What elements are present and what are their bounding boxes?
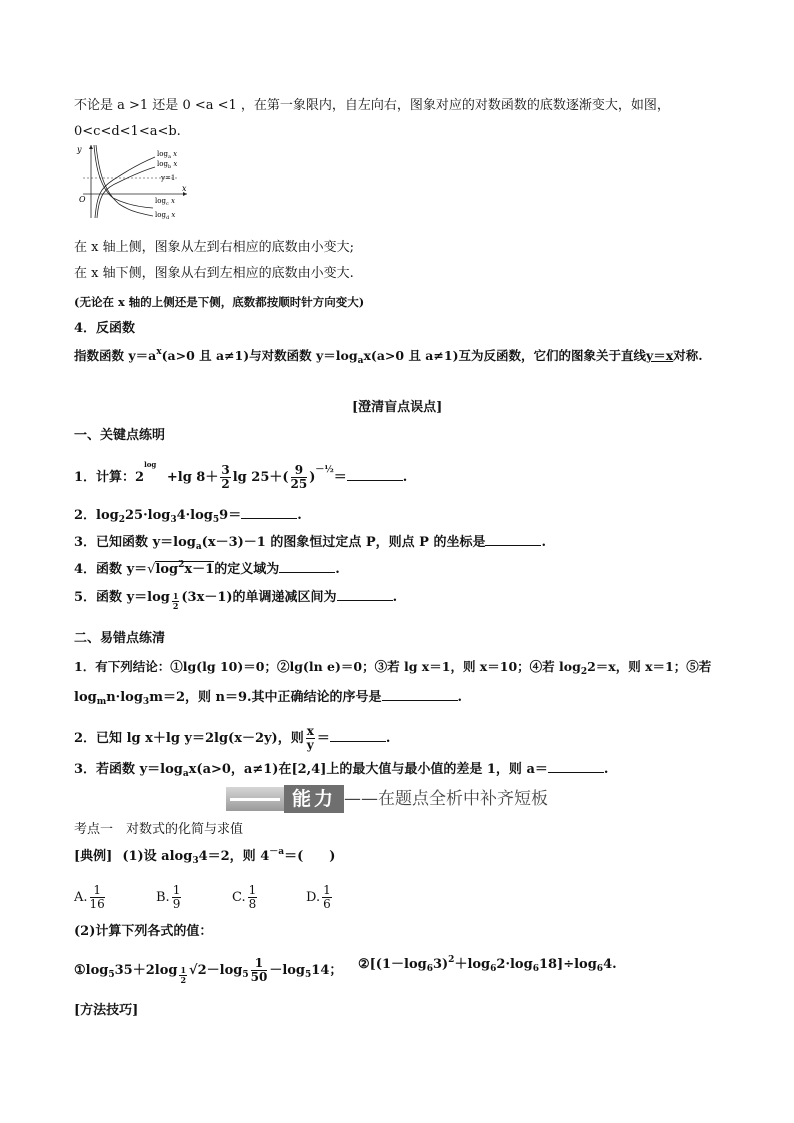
label-y-equals-1: y=1	[161, 174, 176, 182]
intro-line-1: 不论是 a >1 还是 0 <a <1 ，在第一象限内，自左向右，图象对应的对数函数的底数逐渐变大，如图，	[74, 98, 670, 113]
ability-banner	[226, 785, 566, 813]
part1-q3: 3．已知函数 $y=\log_a(x-3)-1$ 的图象恒过定点 P，则点 P 的坐标是 .	[74, 535, 547, 552]
topic-heading: 考点一 对数式的化简与求值	[74, 822, 244, 837]
part2-q1-line2: $\log_mn\cdot\log_3m=2$，则 n＝9.其中正确结论的序号是 .	[74, 690, 463, 707]
part2-q1-line1: 1．有下列结论：①lg(lg 10)＝0；②lg(ln e)＝0；③若 lg x＝1，则 x＝10；④若 $\log_22=x$，则 x＝1；⑤若	[74, 659, 712, 677]
label-log-a: $\log_a x$	[157, 150, 178, 160]
example-q2: (2)计算下列各式的值：	[74, 924, 213, 939]
log-graph-figure	[73, 142, 191, 220]
part2-q3: 3．若函数 $y=\log_ax(a>0$，a≠1)在[2,4]上的最大值与最小值的差是 1，则 a＝ .	[74, 762, 609, 779]
example-options	[74, 876, 374, 912]
note-above-axis: 在 x 轴上侧，图象从左到右相应的底数由小变大;	[74, 240, 354, 255]
answer-blank[interactable]	[548, 760, 604, 773]
x-axis-label: x	[182, 184, 187, 193]
part1-q4: 4．函数 $y=√\log^2x-1$的定义域为 .	[74, 560, 340, 577]
symmetry-line: y＝x	[645, 348, 674, 363]
note-remark: (无论在 x 轴的上侧还是下侧，底数都按顺时针方向变大)	[74, 295, 365, 309]
banner-title: 能力	[284, 785, 344, 813]
option-b[interactable]: B. $\frac{1}{9}$	[156, 883, 181, 911]
method-tips-heading: [方法技巧]	[74, 1003, 139, 1018]
answer-blank[interactable]	[279, 560, 335, 573]
intro-line-2: 0<c<d<1<a<b.	[74, 124, 181, 139]
label-log-d: $\log_d x$	[155, 211, 176, 220]
banner-bar-stripe	[230, 798, 280, 801]
banner-left-bar	[226, 787, 284, 811]
example-expr-2: $②[(1-\log_63)^2+\log_62\cdot\log_618]\div\log_64$.	[358, 955, 617, 974]
curve-log-d	[96, 145, 153, 216]
curve-log-b	[97, 167, 155, 218]
banner-subtitle: ——在题点全析中补齐短板	[344, 789, 548, 809]
answer-blank[interactable]	[337, 588, 393, 601]
example-expr-1: $①\log_535+2\log$ $\frac{1}{2}$ $√2-\log_5$ $\frac{1}{50}$ $-\log_514$；	[74, 956, 343, 985]
label-log-c: $\log_c x$	[155, 197, 175, 207]
answer-blank[interactable]	[241, 506, 297, 519]
y-axis-label: y	[77, 145, 82, 154]
curve-log-a	[95, 157, 155, 218]
part1-q5: 5．函数 y＝log $\frac{1}{2}$ (3x－1)的单调递减区间为 .	[74, 590, 398, 611]
answer-blank[interactable]	[330, 729, 386, 742]
option-a[interactable]: A. $\frac{1}{16}$	[74, 883, 105, 911]
inverse-heading: 4．反函数	[74, 321, 136, 336]
label-log-b: $\log_b x$	[157, 160, 178, 170]
part1-heading: 一、关键点练明	[74, 428, 166, 443]
option-d[interactable]: D. $\frac{1}{6}$	[306, 883, 331, 911]
note-below-axis: 在 x 轴下侧，图象从右到左相应的底数由小变大.	[74, 266, 354, 281]
answer-blank[interactable]	[382, 688, 458, 701]
example-q1: [典例] (1)设 alog$_3$4＝2，则 $4^{-a}=$( )	[74, 847, 336, 866]
part1-q1: 1．计算：$2^{log} +\lg$ 8＋ $\frac{3}{2}$ lg 25＋( $\frac{9}{25}$ )$^{-\frac{1}{2}}$＝ .	[74, 460, 408, 491]
answer-blank[interactable]	[347, 468, 403, 481]
option-c[interactable]: C. $\frac{1}{8}$	[232, 883, 257, 911]
part1-q2: 2．$\log_225\cdot\log_34\cdot\log_59=$ .	[74, 508, 302, 525]
answer-blank[interactable]	[485, 533, 541, 546]
part2-q2: 2．已知 lg x＋lg y＝2lg(x－2y)，则 $\frac{x}{y}$ ＝ .	[74, 724, 391, 752]
inverse-text: 指数函数 $y=a^x(a>0$ 且 a≠1)与对数函数 $y=\log_ax(a>0$ 且 a≠1)互为反函数，它们的图象关于直线y＝x对称.	[74, 347, 703, 366]
part2-heading: 二、易错点练清	[74, 631, 166, 646]
curve-log-c	[94, 145, 153, 208]
y-axis-arrow	[89, 145, 93, 149]
clarify-title: [澄清盲点误点]	[352, 400, 443, 415]
origin-label: O	[79, 195, 86, 204]
